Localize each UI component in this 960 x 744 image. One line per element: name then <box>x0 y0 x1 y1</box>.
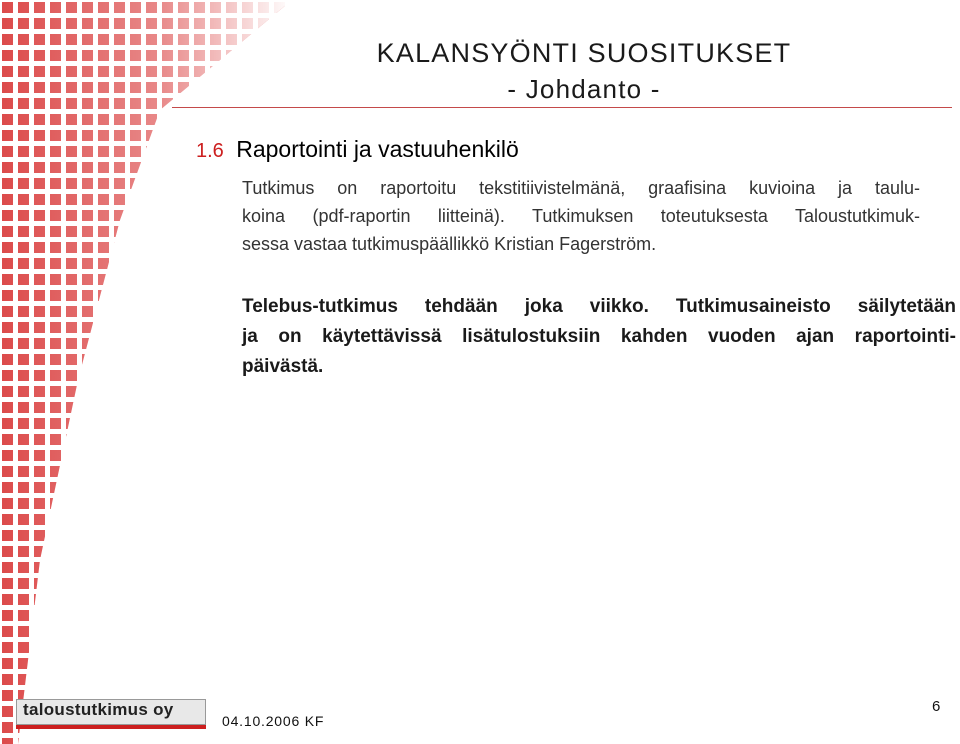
company-logo-text: taloustutkimus oy <box>23 700 174 719</box>
page-number: 6 <box>932 698 941 715</box>
section-heading <box>196 134 519 166</box>
footer-date: 04.10.2006 KF <box>222 713 325 729</box>
paragraph-line: päivästä. <box>242 356 324 377</box>
paragraph-telebus <box>242 292 956 382</box>
section-number: 1.6 <box>196 140 224 162</box>
paragraph-line: Telebus-tutkimus tehdään joka viikko. Tutkimusaineisto säilytetään <box>242 296 956 317</box>
paragraph-line: ja on käytettävissä lisätulostuksiin kahden vuoden ajan raportointi- <box>242 326 956 347</box>
paragraph-line: Tutkimus on raportoitu tekstitiivistelmänä, graafisina kuvioina ja taulu- <box>242 178 920 198</box>
header-divider <box>172 107 952 108</box>
paragraph-line: sessa vastaa tutkimuspäällikkö Kristian Fagerström. <box>242 234 657 254</box>
paragraph-reporting <box>242 174 920 258</box>
page-title: KALANSYÖNTI SUOSITUKSET <box>376 38 792 68</box>
page-subtitle: - Johdanto - <box>507 74 661 104</box>
paragraph-line: koina (pdf-raportin liitteinä). Tutkimuksen toteutuksesta Taloustutkimuk- <box>242 206 920 226</box>
section-title: Raportointi ja vastuuhenkilö <box>236 136 519 162</box>
company-logo-underline <box>16 725 206 729</box>
